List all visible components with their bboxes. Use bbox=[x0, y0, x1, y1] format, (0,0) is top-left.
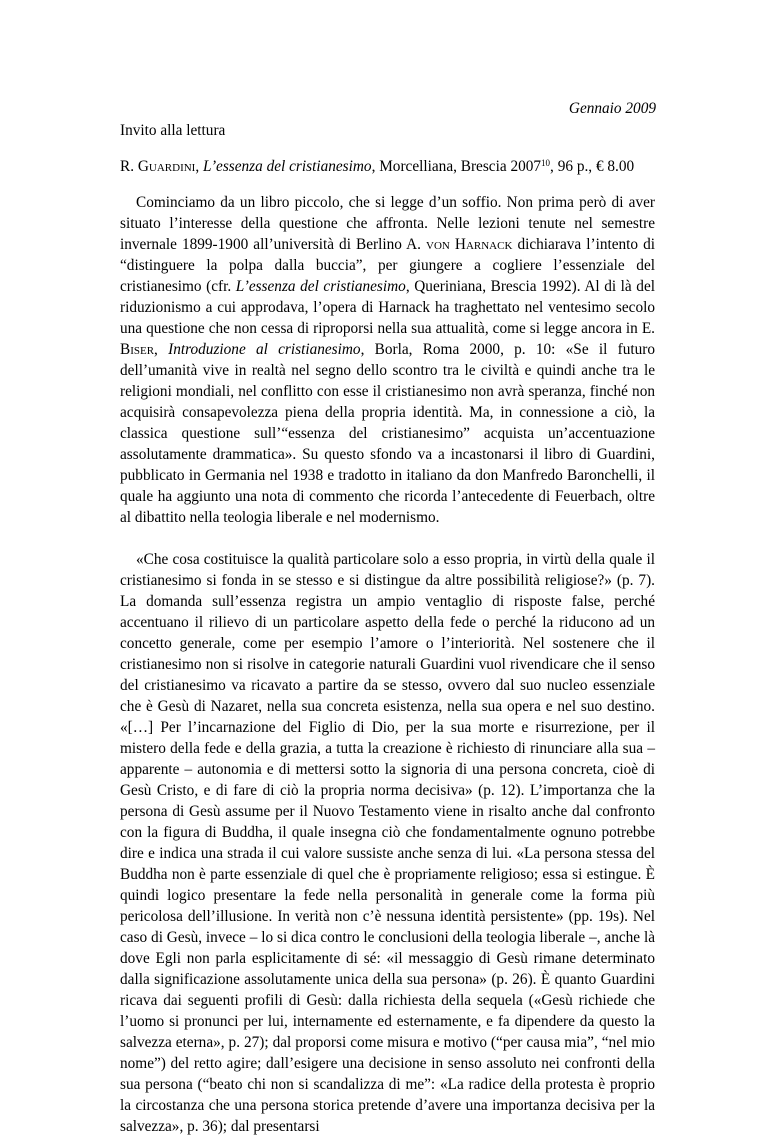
paragraph-1-text-b: dichiarava l’intento di “distinguere la polpa dalla buccia”, per giungere a cogliere l’essenziale del cristianesimo (cfr. bbox=[120, 236, 656, 295]
article-body bbox=[120, 192, 655, 1137]
book-details: , 96 p., € 8.00 bbox=[550, 158, 635, 175]
edition-number: 10 bbox=[541, 158, 551, 168]
paragraph-1 bbox=[120, 192, 655, 528]
paragraph-1-text-a: Cominciamo da un libro piccolo, che si legge d’un soffio. Non prima però di aver situato l’interesse della questione che affronta. Nelle lezioni tenute nel semestre invernale 1899-1900 all’università di Berlino A. bbox=[120, 194, 655, 253]
publisher-info: , Morcelliana, Brescia 2007 bbox=[371, 158, 542, 175]
paragraph-1-text-e: , Borla, Roma 2000, p. 10: «Se il futuro dell’umanità vive in realtà nel segno dello scontro tra le civiltà e quindi anche tra le religioni mondiali, nel conflitto con esse il cristianesimo non avrà speranza, finché non acquisirà consapevolezza piena della propria identità. Ma, in connessione a ciò, la classica questione sull’“essenza del cristianesimo” acquista un’accentuazione assolutamente drammatica». Su questo sfondo va a incastonarsi il libro di Guardini, pubblicato in Germania nel 1938 e tradotto in italiano da don Manfredo Baronchelli, il quale ha aggiunto una nota di commento che ricorda l’antecedente di Feuerbach, oltre al dibattito nella teologia liberale e nel modernismo. bbox=[120, 341, 655, 526]
book-citation: R. Guardini, L’essenza del cristianesimo, Morcelliana, Brescia 2007$^{10}$, 96 p., € 8.00 bbox=[120, 158, 635, 175]
paragraph-1-text-c: , Queriniana, Brescia 1992). Al di là del riduzionismo a cui approdava, l’opera di Harnack ha traghettato nel ventesimo secolo una questione che non cessa di riproporsi nella sua attualità, come si legge ancora in E. bbox=[120, 278, 655, 337]
author-initial: R. bbox=[120, 158, 135, 175]
biser-book-title: Introduzione al cristianesimo bbox=[168, 341, 361, 358]
section-rubric: Invito alla lettura bbox=[120, 122, 226, 139]
author-name: Guardini bbox=[137, 158, 196, 175]
harnack-name: von Harnack bbox=[426, 236, 513, 253]
harnack-book-title: L’essenza del cristianesimo bbox=[235, 278, 406, 295]
biser-name: Biser bbox=[120, 341, 155, 358]
paragraph-1-text-d: , bbox=[154, 341, 169, 358]
paragraph-2: «Che cosa costituisce la qualità particolare solo a esso propria, in virtù della quale il cristianesimo si fonda in se stesso e si distingue da altre possibilità religiose?» (p. 7). La domanda sull’essenza registra un ampio ventaglio di risposte false, perché accentuano il rilievo di un particolare aspetto della fede o perché la riducono ad un concetto generale, come per esempio l’amore o l’interiorità. Nel sostenere che il cristianesimo non si risolve in categorie naturali Guardini vuol rivendicare che il senso del cristianesimo va ricavato a partire da se stesso, ovvero dal suo nucleo essenziale che è Gesù di Nazaret, nella sua concreta esistenza, nella sua opera e nel suo destino. «[…] Per l’incarnazione del Figlio di Dio, per la sua morte e risurrezione, per il mistero della fede e della grazia, a tutta la creazione è richiesto di rinunciare alla sua – apparente – autonomia e di mettersi sotto la signoria di una persona concreta, cioè di Gesù Cristo, e di fare di ciò la propria norma decisiva» (p. 12). L’importanza che la persona di Gesù assume per il Nuovo Testamento viene in risalto anche dal confronto con la figura di Buddha, il quale insegna ciò che fondamentalmente ognuno potrebbe dire e indica una strada il cui valore sussiste anche senza di lui. «La persona stessa del Buddha non è parte essenziale di quel che è propriamente religioso; essa si estingue. È quindi logico presentare la fede nella personalità in generale come la forma più pericolosa dell’illusione. In verità non c’è nessuna identità persistente» (pp. 19s). Nel caso di Gesù, invece – lo si dica contro le conclusioni della teologia liberale –, anche là dove Egli non parla esplicitamente di sé: «il messaggio di Gesù rimane determinato dalla significazione assolutamente unica della sua persona» (p. 26). È quanto Guardini ricava dai seguenti profili di Gesù: dalla richiesta della sequela («Gesù richiede che l’uomo si pronunci per lui, internamente ed esternamente, e fa dipendere da questo la salvezza eterna», p. 27); dal proporsi come misura e motivo (“per causa mia”, “nel mio nome”) del retto agire; dall’esigere una decisione in senso assoluto nei confronti della sua persona (“beato chi non si scandalizza di me”: «La radice della protesta è proprio la circostanza che una persona storica pretende d’avere una importanza decisiva per la salvezza», p. 36); dal presentarsi bbox=[120, 551, 655, 1135]
date-line: Gennaio 2009 bbox=[568, 100, 656, 117]
book-title: L’essenza del cristianesimo bbox=[203, 158, 372, 175]
